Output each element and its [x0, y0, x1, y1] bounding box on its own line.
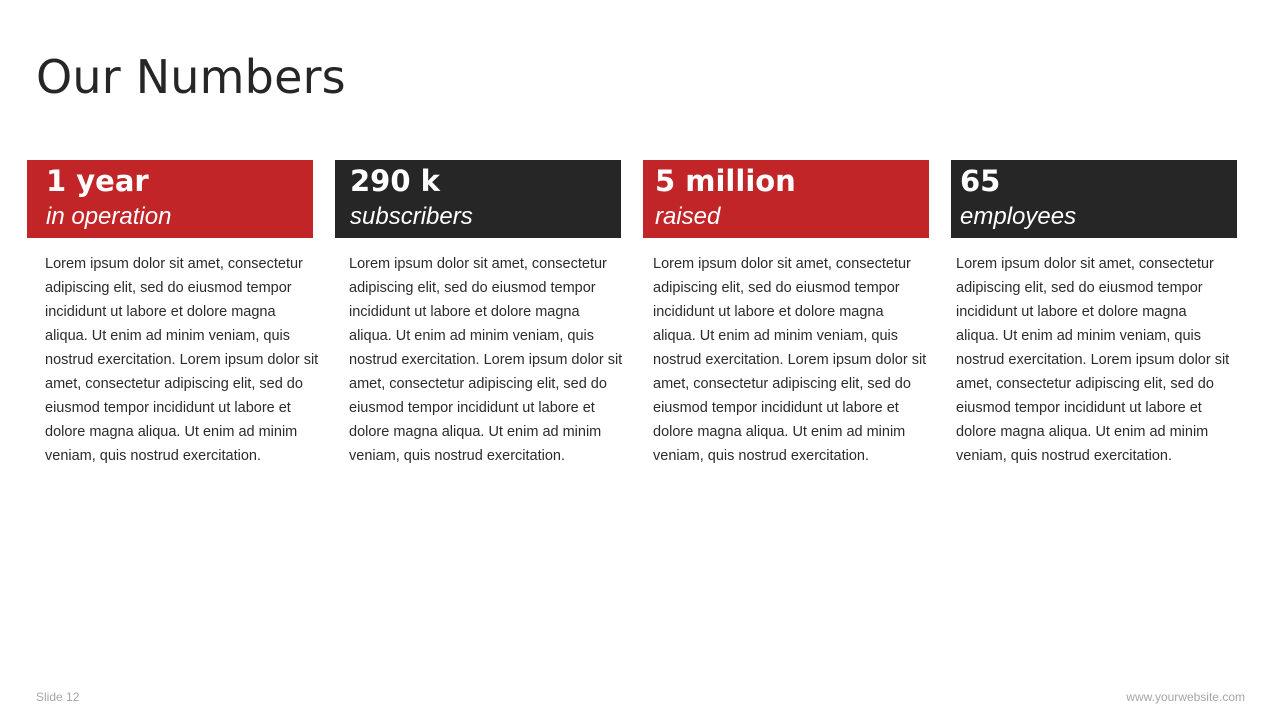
stat-value: 65	[960, 164, 1001, 198]
stat-card-employees	[951, 160, 1237, 468]
stat-caption: in operation	[46, 203, 172, 230]
website-link[interactable]: www.yourwebsite.com	[1126, 690, 1245, 704]
stat-card-raised	[643, 160, 929, 468]
stat-description: Lorem ipsum dolor sit amet, consectetur adipiscing elit, sed do eiusmod tempor incididunt ut labore et dolore magna aliqua. Ut enim ad minim veniam, quis nostrud exercitation. Lorem ipsum dolor sit amet, consectetur adipiscing elit, sed do eiusmod tempor incididunt ut labore et dolore magna aliqua. Ut enim ad minim veniam, quis nostrud exercitation.	[653, 256, 927, 464]
stat-header	[951, 160, 1237, 238]
stat-caption: subscribers	[350, 203, 473, 230]
stat-caption: employees	[960, 203, 1077, 230]
stat-caption: raised	[655, 203, 721, 230]
stat-value: 5 million	[655, 164, 796, 198]
slide-number: Slide 12	[36, 690, 80, 704]
stat-card-subscribers	[335, 160, 621, 468]
stat-header	[335, 160, 621, 238]
stat-description: Lorem ipsum dolor sit amet, consectetur adipiscing elit, sed do eiusmod tempor incididunt ut labore et dolore magna aliqua. Ut enim ad minim veniam, quis nostrud exercitation. Lorem ipsum dolor sit amet, consectetur adipiscing elit, sed do eiusmod tempor incididunt ut labore et dolore magna aliqua. Ut enim ad minim veniam, quis nostrud exercitation.	[349, 256, 623, 464]
stat-header	[643, 160, 929, 238]
stat-value: 1 year	[46, 164, 149, 198]
slide-title: Our Numbers	[36, 50, 346, 104]
stat-description: Lorem ipsum dolor sit amet, consectetur adipiscing elit, sed do eiusmod tempor incididunt ut labore et dolore magna aliqua. Ut enim ad minim veniam, quis nostrud exercitation. Lorem ipsum dolor sit amet, consectetur adipiscing elit, sed do eiusmod tempor incididunt ut labore et dolore magna aliqua. Ut enim ad minim veniam, quis nostrud exercitation.	[45, 256, 319, 464]
stat-value: 290 k	[350, 164, 440, 198]
stat-card-operation	[27, 160, 319, 468]
stat-header	[27, 160, 313, 238]
stat-description: Lorem ipsum dolor sit amet, consectetur adipiscing elit, sed do eiusmod tempor incididunt ut labore et dolore magna aliqua. Ut enim ad minim veniam, quis nostrud exercitation. Lorem ipsum dolor sit amet, consectetur adipiscing elit, sed do eiusmod tempor incididunt ut labore et dolore magna aliqua. Ut enim ad minim veniam, quis nostrud exercitation.	[956, 256, 1230, 464]
